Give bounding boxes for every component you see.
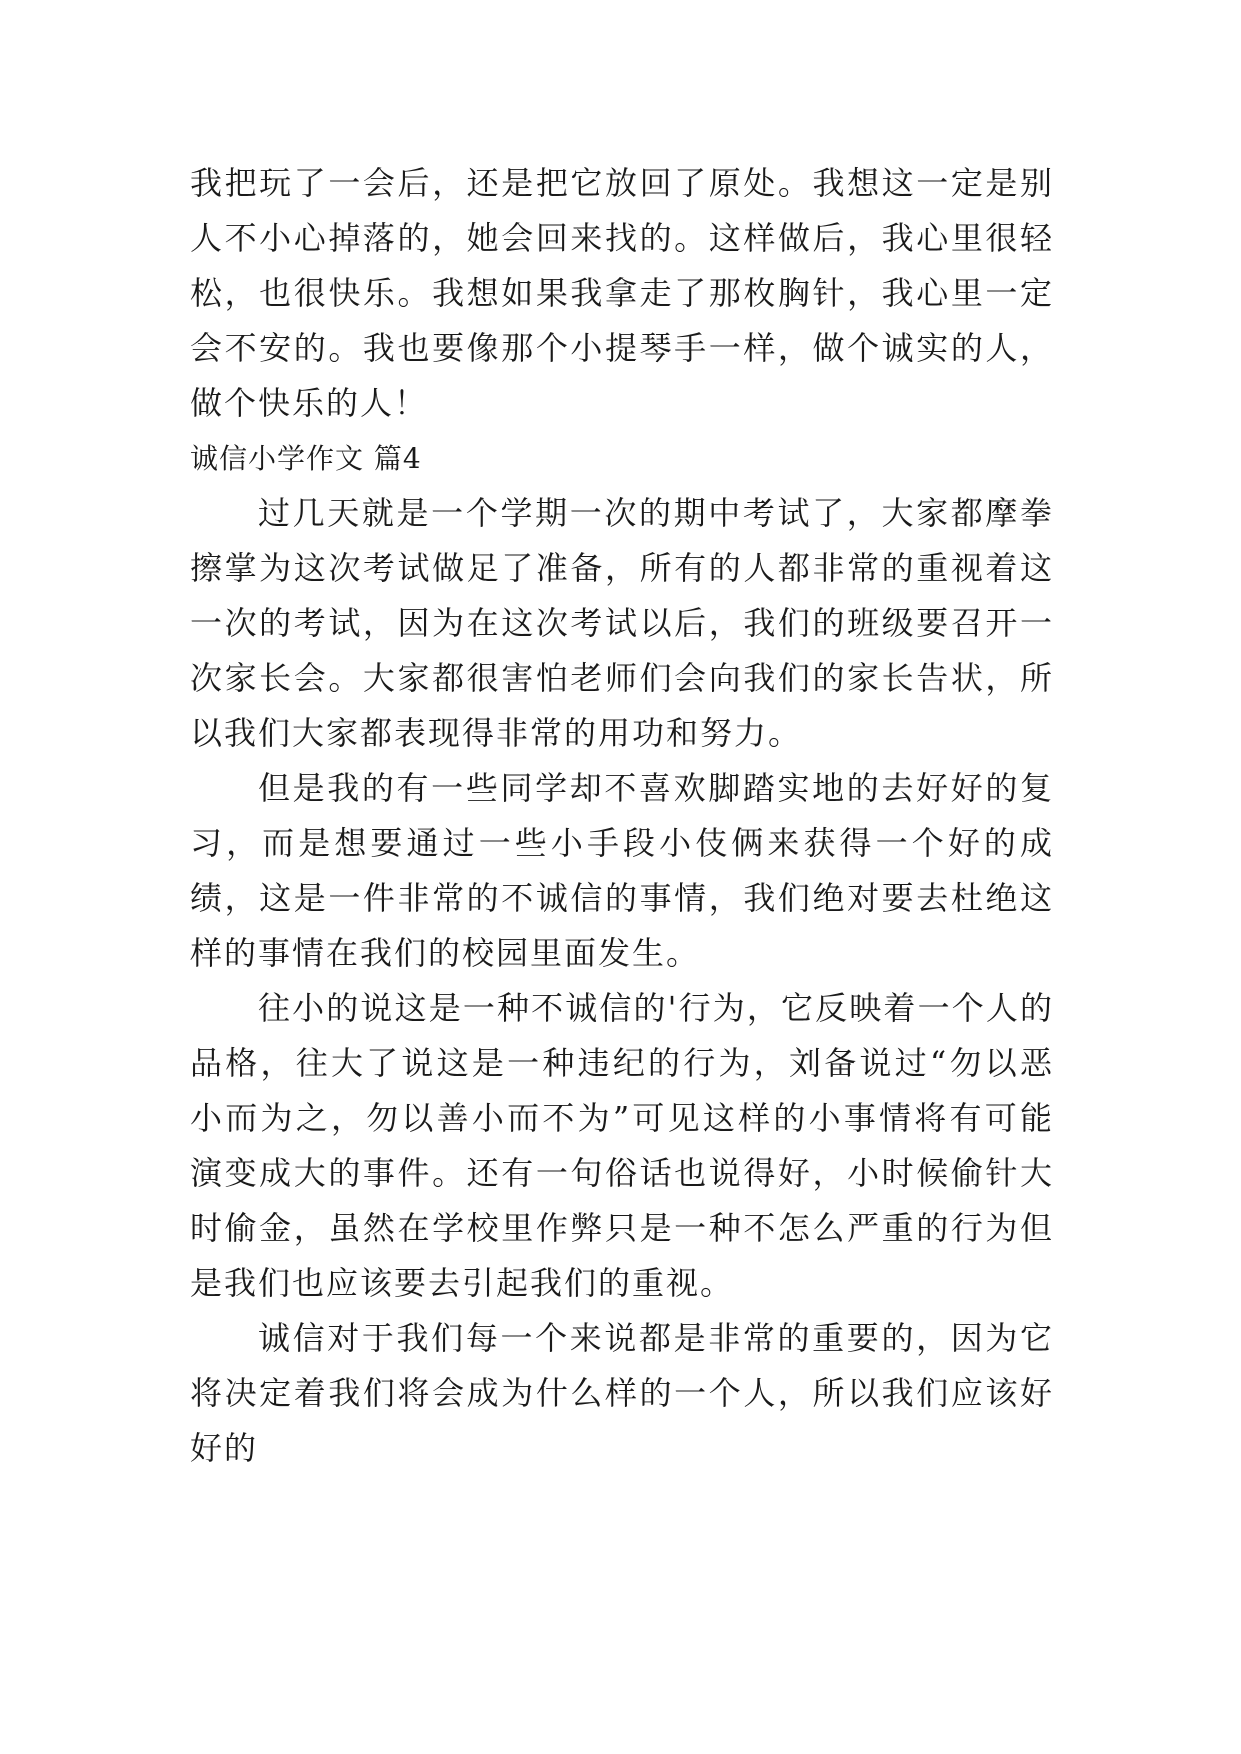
body-paragraph: 往小的说这是一种不诚信的'行为，它反映着一个人的品格，往大了说这是一种违纪的行为，刘备说过“勿以恶小而为之，勿以善小而不为”可见这样的小事情将有可能演变成大的事件。还有一句俗话也说得好，小时候偷针大时偷金，虽然在学校里作弊只是一种不怎么严重的行为但是我们也应该要去引起我们的重视。	[190, 989, 1054, 1302]
document-body	[190, 156, 1054, 1476]
body-paragraph: 但是我的有一些同学却不喜欢脚踏实地的去好好的复习，而是想要通过一些小手段小伎俩来获得一个好的成绩，这是一件非常的不诚信的事情，我们绝对要去杜绝这样的事情在我们的校园里面发生。	[190, 769, 1054, 972]
body-paragraph: 过几天就是一个学期一次的期中考试了，大家都摩拳擦掌为这次考试做足了准备，所有的人都非常的重视着这一次的考试，因为在这次考试以后，我们的班级要召开一次家长会。大家都很害怕老师们会向我们的家长告状，所以我们大家都表现得非常的用功和努力。	[190, 494, 1054, 752]
section-title: 诚信小学作文 篇4	[190, 442, 422, 475]
continuation-paragraph: 我把玩了一会后，还是把它放回了原处。我想这一定是别人不小心掉落的，她会回来找的。这样做后，我心里很轻松，也很快乐。我想如果我拿走了那枚胸针，我心里一定会不安的。我也要像那个小提琴手一样，做个诚实的人，做个快乐的人！	[190, 164, 1054, 422]
body-paragraph: 诚信对于我们每一个来说都是非常的重要的，因为它将决定着我们将会成为什么样的一个人，所以我们应该好好的	[190, 1319, 1054, 1467]
